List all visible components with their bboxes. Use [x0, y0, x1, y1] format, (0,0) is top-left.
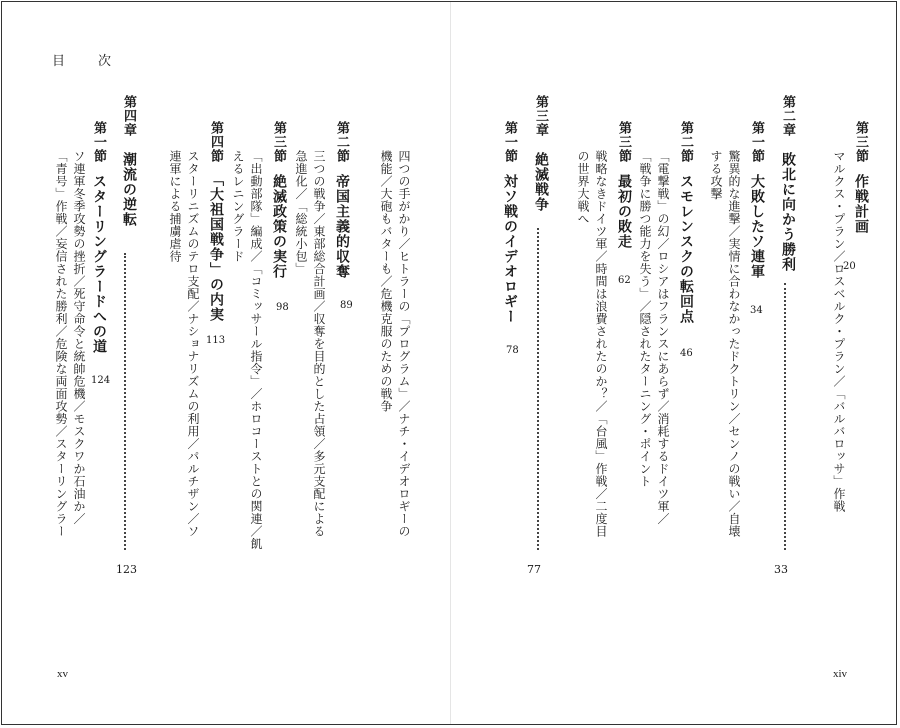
chapter-leader	[124, 253, 126, 550]
chapter-label: 第四章	[121, 95, 136, 137]
section-page: 89	[340, 300, 353, 311]
section-page: 34	[750, 305, 763, 316]
section-label: 第三節	[853, 121, 868, 163]
section-desc: えるレニングラード	[231, 150, 245, 263]
section-page: 113	[206, 335, 226, 346]
section-title: 作戦計画	[853, 174, 869, 234]
section-page: 78	[506, 345, 519, 356]
section-desc: の世界大戦へ	[576, 150, 590, 225]
section-title: 大敗したソ連軍	[749, 174, 765, 279]
chapter-label: 第二章	[780, 95, 795, 137]
section-title: 帝国主義的収奪	[334, 174, 350, 279]
section-page: 20	[843, 261, 856, 272]
section-label: 第二節	[334, 121, 349, 163]
section-desc: 「出動部隊」編成／「コミッサール指令」／ホロコーストとの関連／飢	[249, 150, 263, 550]
section-page: 124	[91, 375, 111, 386]
folio-left: xv	[57, 668, 68, 680]
chapter-leader	[537, 228, 539, 550]
chapter-label: 第三章	[533, 95, 548, 137]
section-title: 「大祖国戦争」の内実	[208, 172, 224, 322]
section-desc: 機能／大砲もバターも／危機克服のための戦争	[379, 150, 393, 413]
section-desc: 三つの戦争／東部総合計画／収奪を目的とした占領／多元支配による	[312, 150, 326, 538]
section-label: 第三節	[616, 121, 631, 163]
section-label: 第一節	[749, 121, 764, 163]
chapter-page: 123	[116, 563, 137, 576]
section-desc: 驚異的な進撃／実情に合わなかったドクトリン／センノの戦い／自壊	[727, 150, 741, 538]
section-title: スターリングラードへの道	[91, 174, 107, 354]
chapter-title: 潮流の逆転	[121, 152, 137, 227]
chapter-title: 敗北に向かう勝利	[780, 152, 796, 272]
folio-right: xiv	[833, 668, 848, 680]
section-label: 第一節	[91, 121, 106, 163]
section-desc: 「戦争に勝つ能力を失う」／隠されたターニング・ポイント	[638, 150, 652, 488]
section-label: 第四節	[208, 121, 223, 163]
section-desc: マルクス・プラン／ロスベルク・プラン／「バルバロッサ」作戦	[832, 150, 846, 513]
section-desc: 急進化／「総統小包」	[294, 150, 308, 275]
section-title: 対ソ戦のイデオロギー	[502, 174, 518, 324]
section-title: 最初の敗走	[616, 174, 632, 249]
section-label: 第一節	[502, 121, 517, 163]
section-title: スモレンスクの転回点	[678, 174, 694, 324]
section-desc: 「電撃戦」の幻／ロシアはフランスにあらず／消耗するドイツ軍／	[656, 150, 670, 525]
section-page: 62	[618, 275, 631, 286]
page-heading: 目 次	[52, 54, 122, 69]
chapter-title: 絶滅戦争	[533, 152, 549, 212]
section-desc: スターリニズムのテロ支配／ナショナリズムの利用／パルチザン／ソ	[186, 150, 200, 538]
chapter-page: 33	[774, 563, 788, 576]
section-desc: 四つの手がかり／ヒトラーの「プログラム」／ナチ・イデオロギーの	[397, 150, 411, 538]
section-page: 98	[276, 302, 289, 313]
section-label: 第三節	[271, 121, 286, 163]
chapter-leader	[784, 283, 786, 550]
section-page: 46	[680, 348, 693, 359]
section-desc: ソ連軍冬季攻勢の挫折／死守命令と統帥危機／モスクワか石油か／	[72, 150, 86, 525]
section-desc: 「青号」作戦／妄信された勝利／危険な両面攻勢／スターリングラー	[54, 150, 68, 538]
section-label: 第二節	[678, 121, 693, 163]
chapter-page: 77	[527, 563, 541, 576]
section-desc: 戦略なきドイツ軍／時間は浪費されたのか？／「台風」作戦／二度目	[594, 150, 608, 538]
section-desc: する攻撃	[709, 150, 723, 200]
page-spine	[450, 2, 451, 724]
section-desc: 連軍による捕虜虐待	[168, 150, 182, 263]
section-title: 絶滅政策の実行	[271, 174, 287, 279]
